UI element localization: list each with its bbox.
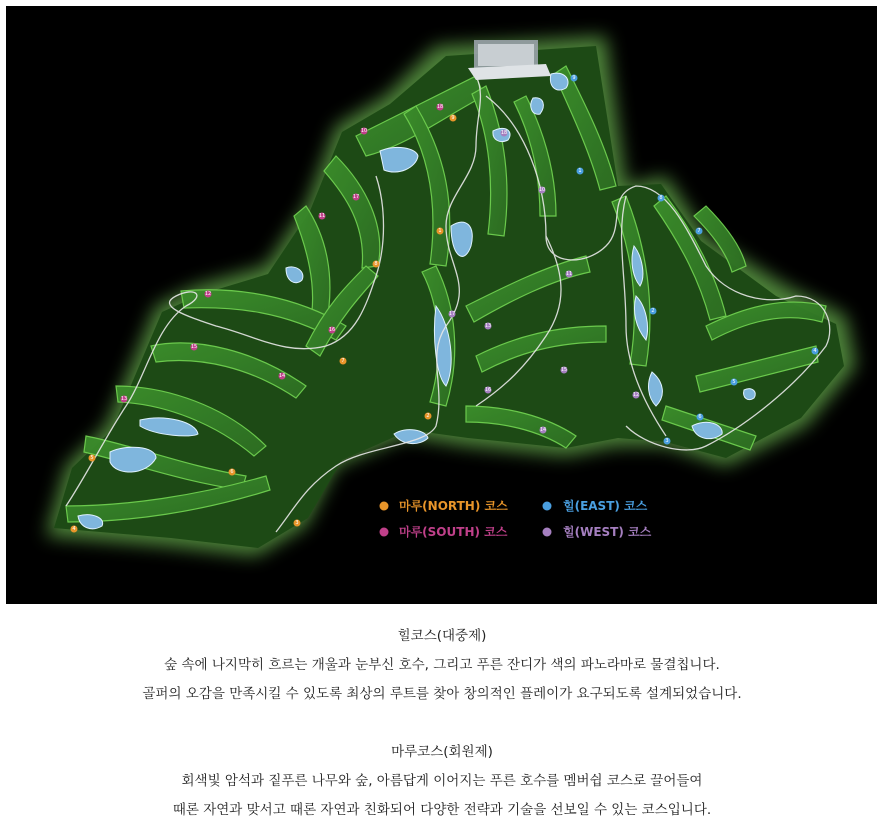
svg-text:1: 1	[438, 228, 442, 234]
legend-label-east: 힐(EAST) 코스	[563, 499, 648, 513]
svg-text:8: 8	[659, 195, 663, 201]
legend-item-north	[380, 498, 509, 513]
hill-course-line-1: 숲 속에 나지막히 흐르는 개울과 눈부신 호수, 그리고 푸른 잔디가 색의 파노라마로 물결칩니다.	[164, 657, 720, 673]
hole-marker-west-18	[501, 130, 508, 137]
svg-text:15: 15	[190, 344, 198, 350]
svg-text:2: 2	[651, 308, 655, 314]
hole-marker-south-15	[191, 344, 198, 351]
svg-text:7: 7	[341, 358, 345, 364]
hole-marker-east-3	[664, 438, 671, 445]
svg-text:8: 8	[374, 261, 378, 267]
hole-marker-north-3	[294, 520, 301, 527]
hole-marker-east-7	[696, 228, 703, 235]
hole-marker-west-15	[561, 367, 568, 374]
hole-marker-north-6	[229, 469, 236, 476]
hole-marker-west-12	[633, 392, 640, 399]
svg-text:12: 12	[632, 392, 640, 398]
svg-text:3: 3	[665, 438, 669, 444]
maru-course-line-1: 회색빛 암석과 짙푸른 나무와 숲, 아름답게 이어지는 푸른 호수를 멤버쉽 코스로 끌어들여	[181, 773, 703, 789]
hole-marker-north-8	[373, 261, 380, 268]
hole-marker-west-16	[485, 387, 492, 394]
hole-marker-south-12	[205, 291, 212, 298]
hill-course-title: 힐코스(대중제)	[397, 628, 487, 644]
legend-label-west: 힐(WEST) 코스	[563, 525, 652, 539]
svg-text:7: 7	[697, 228, 701, 234]
hole-marker-east-4	[812, 348, 819, 355]
maru-course-line-2: 때론 자연과 맞서고 때론 자연과 친화되어 다양한 전략과 기술을 선보일 수 있는 코스입니다.	[172, 802, 712, 818]
golf-course-map	[6, 6, 877, 604]
svg-text:5: 5	[90, 455, 94, 461]
hole-marker-south-18	[437, 104, 444, 111]
hole-marker-south-17	[353, 194, 360, 201]
hole-marker-east-8	[658, 195, 665, 202]
legend-item-west	[543, 524, 652, 539]
hole-marker-west-14	[540, 427, 547, 434]
svg-text:11: 11	[318, 213, 326, 219]
svg-text:12: 12	[204, 291, 212, 297]
hole-marker-east-5	[731, 379, 738, 386]
svg-text:18: 18	[500, 130, 508, 136]
legend-item-east	[543, 498, 648, 513]
svg-text:16: 16	[328, 327, 336, 333]
hole-marker-south-16	[329, 327, 336, 334]
hole-marker-east-2	[650, 308, 657, 315]
svg-text:10: 10	[538, 187, 546, 193]
maru-course-title: 마루코스(회원제)	[391, 744, 493, 760]
svg-text:15: 15	[560, 367, 568, 373]
legend-dot-east	[543, 502, 552, 511]
hole-marker-south-10	[361, 128, 368, 135]
hole-marker-south-11	[319, 213, 326, 220]
legend-label-north: 마루(NORTH) 코스	[399, 499, 508, 513]
svg-text:18: 18	[436, 104, 444, 110]
hole-marker-north-9	[450, 115, 457, 122]
hole-marker-north-4	[71, 526, 78, 533]
hole-marker-west-13	[485, 323, 492, 330]
hole-marker-west-11	[566, 271, 573, 278]
svg-text:9: 9	[451, 115, 455, 121]
svg-text:1: 1	[578, 168, 582, 174]
map-legend	[380, 498, 652, 539]
section-spacer	[0, 709, 884, 738]
svg-text:4: 4	[813, 348, 817, 354]
svg-text:6: 6	[230, 469, 234, 475]
hole-marker-north-5	[89, 455, 96, 462]
svg-text:14: 14	[539, 427, 547, 433]
svg-text:6: 6	[698, 414, 702, 420]
svg-text:3: 3	[295, 520, 299, 526]
legend-dot-west	[543, 528, 552, 537]
svg-text:14: 14	[278, 373, 286, 379]
hole-marker-east-6	[697, 414, 704, 421]
hole-marker-north-7	[340, 358, 347, 365]
svg-text:11: 11	[565, 271, 573, 277]
svg-text:9: 9	[572, 75, 576, 81]
hill-course-line-2: 골퍼의 오감을 만족시킬 수 있도록 최상의 루트를 찾아 창의적인 플레이가 요구되도록 설계되었습니다.	[142, 686, 742, 702]
svg-text:10: 10	[360, 128, 368, 134]
hole-marker-north-2	[425, 413, 432, 420]
legend-label-south: 마루(SOUTH) 코스	[399, 525, 508, 539]
hole-marker-east-9	[571, 75, 578, 82]
svg-text:5: 5	[732, 379, 736, 385]
hole-marker-south-14	[279, 373, 286, 380]
svg-text:13: 13	[484, 323, 492, 329]
svg-text:13: 13	[120, 396, 128, 402]
hole-marker-west-17	[449, 311, 456, 318]
svg-text:17: 17	[448, 311, 456, 317]
course-description	[0, 622, 884, 825]
hole-marker-south-13	[121, 396, 128, 403]
svg-text:4: 4	[72, 526, 76, 532]
svg-text:2: 2	[426, 413, 430, 419]
hole-marker-west-10	[539, 187, 546, 194]
legend-item-south	[380, 524, 508, 539]
svg-text:16: 16	[484, 387, 492, 393]
legend-dot-south	[380, 528, 389, 537]
hole-marker-north-1	[437, 228, 444, 235]
legend-dot-north	[380, 502, 389, 511]
course-map-svg	[6, 6, 877, 604]
hole-marker-east-1	[577, 168, 584, 175]
svg-text:17: 17	[352, 194, 360, 200]
